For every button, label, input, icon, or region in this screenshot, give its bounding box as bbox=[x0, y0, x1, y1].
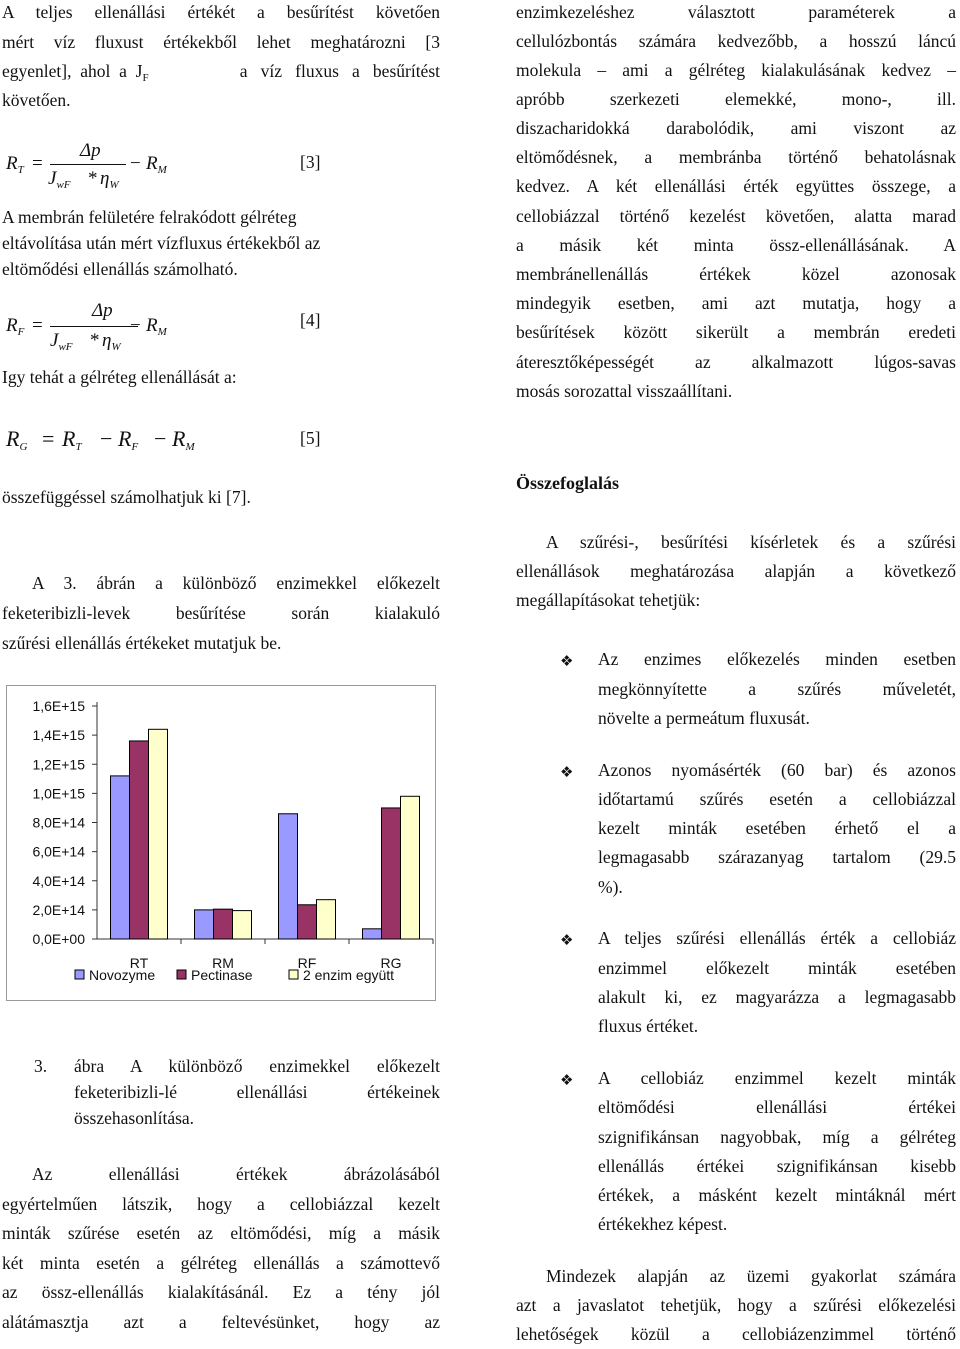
right-top-line-8: cellobiázzal történő kezelést követően, alatta marad bbox=[516, 206, 956, 226]
fig-intro-line-3: szűrési ellenállás értékeket mutatjuk be. bbox=[2, 633, 282, 653]
right-top-line-4: apróbb szerkezeti elemekké, mono-, ill. bbox=[516, 89, 956, 109]
x-tick-label: RG bbox=[380, 955, 402, 971]
y-tick-label: 1,2E+15 bbox=[32, 756, 85, 773]
bottom-line-5: az össz-ellenállás kialakításánál. Ez a tény jól bbox=[2, 1282, 440, 1302]
bullet-2-icon: ❖ bbox=[560, 763, 574, 781]
y-tick-label: 2,0E+14 bbox=[32, 901, 85, 918]
bullet-3-line-2: enzimmel előkezelt minták esetében bbox=[598, 958, 956, 978]
equation-5: $R_G$ = $R_T$ − $R_F$ − $R_M$ [5] bbox=[6, 426, 321, 453]
membrane-line-3: eltömődési ellenállás számolható. bbox=[2, 259, 238, 279]
bar-RM-2-enzim-együtt bbox=[233, 911, 252, 939]
bullet-1-line-3: növelte a permeátum fluxusát. bbox=[598, 708, 810, 728]
legend-label: 2 enzim együtt bbox=[303, 967, 395, 983]
right-top-line-13: áteresztőképességét az alkalmazott lúgos-savas bbox=[516, 352, 956, 372]
x-tick-label: RF bbox=[297, 955, 317, 971]
right-top-line-14: mosás sorozattal visszaállítani. bbox=[516, 381, 733, 401]
summary-line-3: megállapításokat tehetjük: bbox=[516, 590, 701, 610]
right-top-line-1: enzimkezeléshez választott paraméterek a bbox=[516, 2, 956, 22]
intro-line-4: követően. bbox=[2, 90, 71, 110]
bullet-1-line-1: Az enzimes előkezelés minden esetben bbox=[598, 649, 956, 669]
bottom-line-3: minták szűrése esetén az eltömődési, míg a másik bbox=[2, 1223, 440, 1243]
bullet-1-icon: ❖ bbox=[560, 652, 574, 670]
bullet-4-line-5: értékek, a másként kezelt mintáknál mért bbox=[598, 1185, 956, 1205]
equation-3: $R_T$ = Δp $J_{wF}$ * $\eta_W$ − $R_M$ [3] bbox=[6, 140, 321, 191]
final-line-2: azt a javaslatot tehetjük, hogy a szűrési előkezelési bbox=[516, 1295, 956, 1315]
right-top-line-7: kedvez. A két ellenállási érték együttes összege, a bbox=[516, 176, 956, 196]
bullet-3-line-1: A teljes szűrési ellenállás érték a cellobiáz bbox=[598, 928, 956, 948]
fig-intro-line-2: feketeribizli-levek besűrítése során kialakuló bbox=[2, 603, 440, 623]
y-tick-label: 1,6E+15 bbox=[32, 698, 85, 714]
bar-RF-Pectinase bbox=[298, 905, 317, 939]
y-tick-label: 4,0E+14 bbox=[32, 872, 85, 889]
final-line-1: Mindezek alapján az üzemi gyakorlat számára bbox=[546, 1266, 956, 1286]
legend-swatch bbox=[75, 970, 84, 979]
bullet-4-line-6: értékekhez képest. bbox=[598, 1214, 728, 1234]
summary-line-1: A szűrési-, besűrítési kísérletek és a szűrési bbox=[546, 532, 956, 552]
bullet-4-line-3: szignifikánsan nagyobbak, míg a gélréteg bbox=[598, 1127, 956, 1147]
intro-line-3: egyenlet], ahol a $J_F$ a víz fluxus a besűrítést bbox=[2, 61, 440, 84]
right-top-line-11: mindegyik esetben, ami azt mutatja, hogy a bbox=[516, 293, 956, 313]
bullet-2-line-4: legmagasabb szárazanyag tartalom (29.5 bbox=[598, 847, 956, 867]
bottom-line-4: két minta esetén a gélréteg ellenállás a számottevő bbox=[2, 1253, 440, 1273]
bar-RM-Pectinase bbox=[214, 909, 233, 939]
bar-chart bbox=[7, 686, 435, 1000]
right-top-line-6: eltömődésnek, a membránba történő behatolásnak bbox=[516, 147, 956, 167]
x-tick-label: RM bbox=[212, 955, 234, 971]
eq5-follow-line: összefüggéssel számolhatjuk ki [7]. bbox=[2, 487, 251, 507]
legend-swatch bbox=[177, 970, 186, 979]
right-top-line-2: cellulózbontás számára kedvezőbb, a hosszú láncú bbox=[516, 31, 956, 51]
intro-line-2: mért víz fluxust értékekből lehet meghatározni [3 bbox=[2, 32, 440, 52]
bottom-line-6: alátámasztja azt a feltevésünket, hogy az bbox=[2, 1312, 440, 1332]
bar-RM-Novozyme bbox=[195, 910, 214, 939]
bullet-4-line-4: ellenállás értékei szignifikánsan kisebb bbox=[598, 1156, 956, 1176]
y-tick-label: 6,0E+14 bbox=[32, 843, 85, 860]
membrane-line-2: eltávolítása után mért vízfluxus értékekből az bbox=[2, 233, 321, 253]
bullet-4-icon: ❖ bbox=[560, 1071, 574, 1089]
y-tick-label: 1,0E+15 bbox=[32, 785, 85, 802]
final-line-3: lehetőségek közül a cellobiázenzimmel történő bbox=[516, 1324, 956, 1344]
fig-intro-line-1: A 3. ábrán a különböző enzimekkel előkezelt bbox=[32, 573, 440, 593]
bullet-4-line-2: eltömődési ellenállási értékei bbox=[598, 1097, 956, 1117]
bullet-4-line-1: A cellobiáz enzimmel kezelt minták bbox=[598, 1068, 956, 1088]
x-tick-label: RT bbox=[129, 955, 149, 971]
bar-RG-Pectinase bbox=[382, 808, 401, 939]
bar-RT-Novozyme bbox=[111, 776, 130, 939]
bar-RF-Novozyme bbox=[279, 814, 298, 939]
chart-frame bbox=[6, 685, 436, 1001]
caption-line-2: feketeribizli-lé ellenállási értékeinek bbox=[74, 1082, 440, 1102]
bullet-3-line-3: alakult ki, ez magyarázza a legmagasabb bbox=[598, 987, 956, 1007]
equation-5-tag: [5] bbox=[300, 428, 321, 448]
bottom-line-1: Az ellenállási értékek ábrázolásából bbox=[32, 1164, 440, 1184]
legend-label: Novozyme bbox=[89, 967, 156, 983]
bar-RT-Pectinase bbox=[130, 741, 149, 939]
right-top-line-9: a másik két minta össz-ellenállásának. A bbox=[516, 235, 956, 255]
bullet-3-icon: ❖ bbox=[560, 931, 574, 949]
bullet-2-line-5: %). bbox=[598, 877, 623, 897]
caption-line-1 bbox=[34, 1056, 440, 1077]
bullet-2-line-3: kezelt minták esetében érhető el a bbox=[598, 818, 956, 838]
equation-4: $R_F$ = Δp $J_{wF}$ * $\eta_W$ − $R_M$ [4] bbox=[6, 300, 321, 353]
bar-RG-2-enzim-együtt bbox=[401, 796, 420, 939]
caption-line-1-text: 3. ábra A különböző enzimekkel előkezelt bbox=[34, 1056, 440, 1076]
summary-line-2: ellenállások meghatározása alapján a következő bbox=[516, 561, 956, 581]
legend-label: Pectinase bbox=[191, 967, 253, 983]
bullet-2-line-2: időtartamú szűrés esetén a cellobiázzal bbox=[598, 789, 956, 809]
section-heading: Összefoglalás bbox=[516, 473, 619, 493]
right-top-line-10: membránellenállás értékek közel azonosak bbox=[516, 264, 956, 284]
right-top-line-5: diszacharidokká darabolódik, ami viszont az bbox=[516, 118, 956, 138]
bar-RF-2-enzim-együtt bbox=[317, 900, 336, 939]
equation-4-tag: [4] bbox=[300, 310, 321, 330]
bullet-3-line-4: fluxus értéket. bbox=[598, 1016, 699, 1036]
bottom-line-2: egyértelműen látszik, hogy a cellobiázzal kezelt bbox=[2, 1194, 440, 1214]
y-tick-label: 8,0E+14 bbox=[32, 814, 85, 831]
right-top-line-12: besűrítések között sikerült a membrán eredeti bbox=[516, 322, 956, 342]
gel-line: Igy tehát a gélréteg ellenállását a: bbox=[2, 367, 237, 387]
bullet-1-line-2: megkönnyítette a szűrés műveletét, bbox=[598, 679, 956, 699]
bar-RG-Novozyme bbox=[363, 929, 382, 939]
y-tick-label: 0,0E+00 bbox=[32, 931, 85, 947]
bar-RT-2-enzim-együtt bbox=[149, 729, 168, 939]
bullet-2-line-1: Azonos nyomásérték (60 bar) és azonos bbox=[598, 760, 956, 780]
equation-3-tag: [3] bbox=[300, 152, 321, 172]
right-top-line-3: molekula – ami a gélréteg kialakulásának kedvez – bbox=[516, 60, 956, 80]
intro-line-1: A teljes ellenállási értékét a besűrítést követően bbox=[2, 2, 440, 22]
caption-line-3: összehasonlítása. bbox=[74, 1108, 195, 1128]
y-tick-label: 1,4E+15 bbox=[32, 727, 85, 744]
membrane-line-1: A membrán felületére felrakódott gélréteg bbox=[2, 207, 297, 227]
legend-swatch bbox=[289, 970, 298, 979]
